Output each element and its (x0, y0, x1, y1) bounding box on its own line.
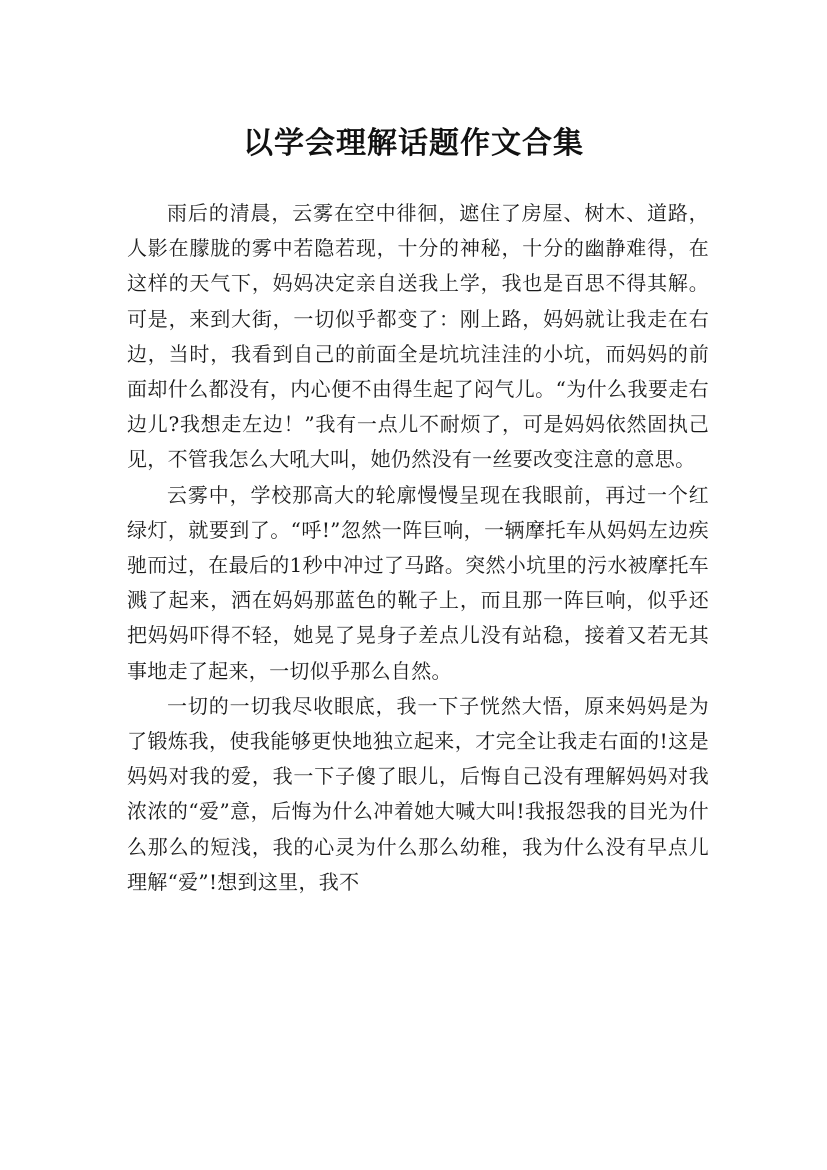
paragraph-2: 云雾中，学校那高大的轮廓慢慢呈现在我眼前，再过一个红绿灯，就要到了。“呼!”忽然一阵巨响，一辆摩托车从妈妈左边疾驰而过，在最后的1秒中冲过了马路。突然小坑里的污水被摩托车溅了起来，洒在妈妈那蓝色的靴子上，而且那一阵巨响，似乎还把妈妈吓得不轻，她晃了晃身子差点儿没有站稳，接着又若无其事地走了起来，一切似乎那么自然。 (127, 482, 709, 683)
paragraph-1: 雨后的清晨，云雾在空中徘徊，遮住了房屋、树木、道路，人影在朦胧的雾中若隐若现，十分的神秘，十分的幽静难得，在这样的天气下，妈妈决定亲自送我上学，我也是百思不得其解。可是，来到大街，一切似乎都变了：刚上路，妈妈就让我走在右边，当时，我看到自己的前面全是坑坑洼洼的小坑，而妈妈的前面却什么都没有，内心便不由得生起了闷气儿。“为什么我要走右边儿?我想走左边！”我有一点儿不耐烦了，可是妈妈依然固执己见，不管我怎么大吼大叫，她仍然没有一丝要改变注意的意思。 (127, 201, 709, 472)
document-body (127, 196, 709, 900)
document-title: 以学会理解话题作文合集 (243, 126, 584, 162)
paragraph-3: 一切的一切我尽收眼底，我一下子恍然大悟，原来妈妈是为了锻炼我，使我能够更快地独立起来，才完全让我走右面的!这是妈妈对我的爱，我一下子傻了眼儿，后悔自己没有理解妈妈对我浓浓的“爱”意，后悔为什么冲着她大喊大叫!我报怨我的目光为什么那么的短浅，我的心灵为什么那么幼稚，我为什么没有早点儿理解“爱”!想到这里，我不 (127, 693, 709, 894)
